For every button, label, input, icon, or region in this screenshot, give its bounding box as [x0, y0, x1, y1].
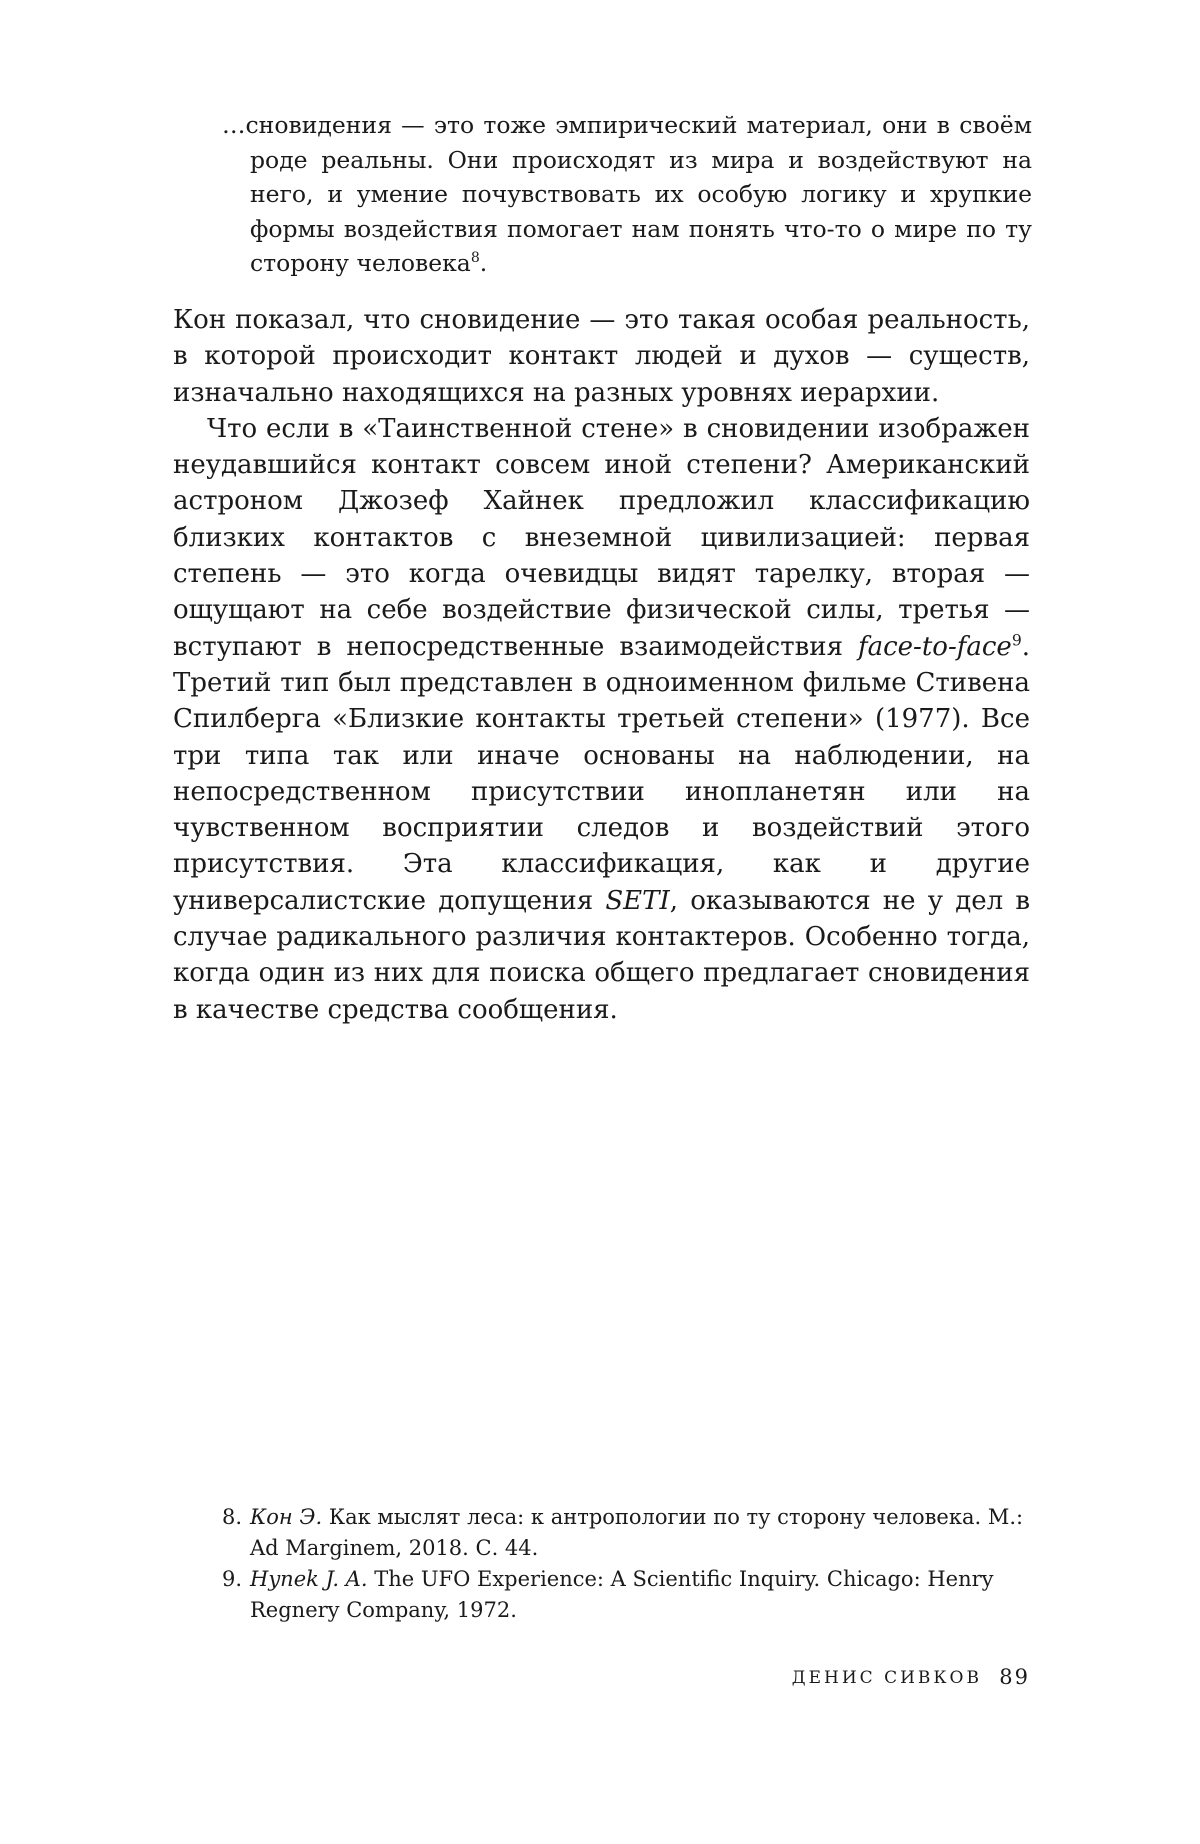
footnote-text: Как мыслят леса: к антропологии по ту сторону человека. М.: Ad Marginem, 2018. С. 44. [250, 1505, 1024, 1560]
paragraph-2-part-3: , оказываются не у дел в случае радикального различия контактеров. Особенно тогда, когда один из них для поиска общего предлагает сновидения в качестве средства сообщения. [173, 885, 1030, 1025]
paragraph-2-part-2: . Третий тип был представлен в одноименном фильме Стивена Спилберга «Близкие контакты третьей степени» (1977). Все три типа так или иначе основаны на наблюдении, на непосредственном присутствии инопланетян или на чувственном восприятии следов и воздействий этого присутствия. Эта классификация, как и другие универсалистские допущения [173, 631, 1030, 916]
footnote-ref-9[interactable]: 9 [1011, 631, 1022, 650]
paragraph-1-text: Кон показал, что сновидение — это такая особая реальность, в которой происходит контакт людей и духов — существ, изначально находящихся на разных уровнях иерархии. [173, 305, 1030, 408]
footnote-author: Кон Э. [250, 1505, 323, 1529]
footnote-9 [222, 1564, 1032, 1626]
quote-text: …сновидения — это тоже эмпирический материал, они в своём роде реальны. Они происходят из мира и воздействуют на него, и умение почувствовать их особую логику и хрупкие формы воздействия помогает нам понять что-то о мире по ту сторону человека [222, 111, 1032, 277]
paragraph-2-part-1: Что если в «Таинственной стене» в сновидении изображен неудавшийся контакт совсем иной степени? Американский астроном Джозеф Хайнек предложил классификацию близких контактов с внеземной цивилизацией: первая степень — это когда очевидцы видят тарелку, вторая — ощущают на себе воздействие физической силы, третья — вступают в непосредственные взаимодействия [173, 413, 1030, 662]
footnote-author: Hynek J. A. [250, 1567, 368, 1591]
italic-seti: SETI [605, 885, 670, 916]
footnote-text: The UFO Experience: A Scientific Inquiry. Chicago: Henry Regnery Company, 1972. [250, 1567, 994, 1622]
paragraph-1 [173, 302, 1030, 411]
block-quote [222, 108, 1032, 281]
footnote-ref-8[interactable]: 8 [470, 250, 480, 267]
footnote-8 [222, 1502, 1032, 1564]
running-head: ДЕНИС СИВКОВ [791, 1668, 982, 1688]
page-number: 89 [999, 1665, 1030, 1689]
footnote-number: 9. [222, 1567, 243, 1591]
footnotes [222, 1502, 1032, 1626]
italic-face-to-face: face-to-face [857, 631, 1012, 662]
main-text [173, 302, 1030, 1028]
paragraph-2 [173, 411, 1030, 1028]
quote-end: . [479, 249, 488, 277]
footnote-number: 8. [222, 1505, 243, 1529]
page-footer [0, 1665, 1200, 1698]
